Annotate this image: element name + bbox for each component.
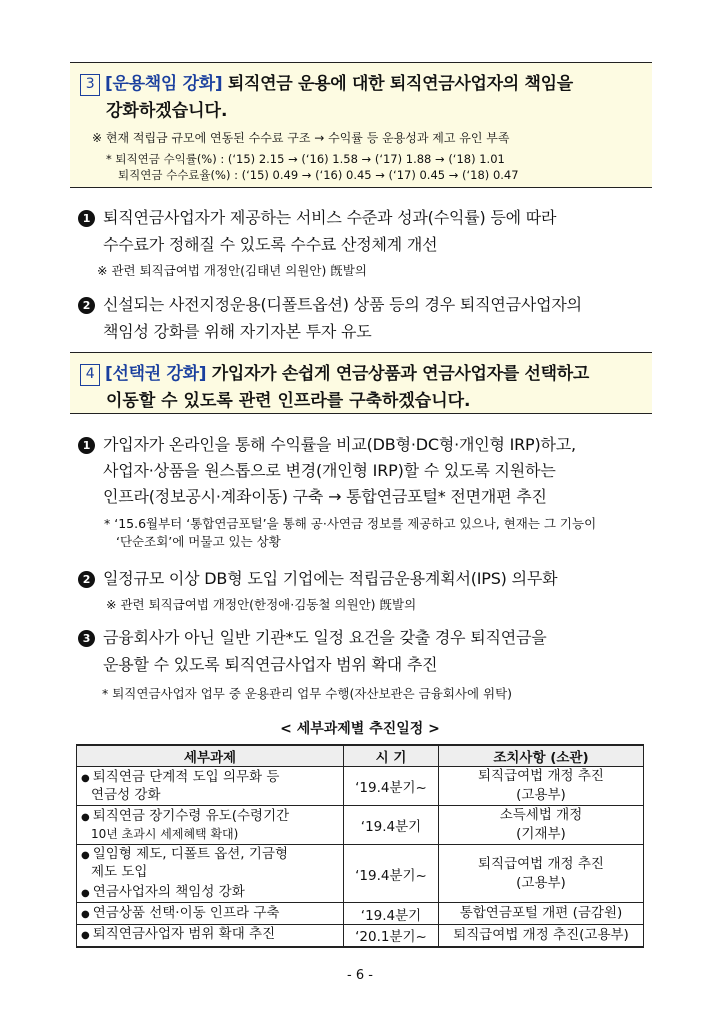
task-text: 연금상품 선택·이동 인프라 구축 [92, 904, 280, 921]
action-cell [439, 903, 644, 925]
item-marker: 1 [78, 210, 95, 227]
action-cell [439, 925, 644, 947]
task-text: 퇴직연금 단계적 도입 의무화 등 [92, 768, 280, 785]
action-text: 퇴직급여법 개정 추진(고용부) [453, 926, 629, 943]
table-row [77, 845, 644, 903]
table-row [77, 903, 644, 925]
task-cell: ● 연금상품 선택·이동 인프라 구축 [77, 903, 344, 925]
table-row [77, 767, 644, 806]
action-cell [439, 845, 644, 903]
task-cell: ● 일임형 제도, 디폴트 옵션, 기금형 제도 도입 ● 연금사업자의 책임성 강화 [77, 845, 344, 903]
section-3-note: ※ 현재 적립금 규모에 연동된 수수료 구조 → 수익률 등 운용성과 제고 유인 부족 [92, 131, 510, 145]
item-text-line1: 신설되는 사전지정운용(디폴트옵션) 상품 등의 경우 퇴직연금사업자의 [103, 295, 582, 314]
item-marker: 1 [78, 437, 95, 454]
action-owner: (기재부) [516, 826, 566, 842]
task-text: 퇴직연금사업자 범위 확대 추진 [92, 926, 276, 943]
section-4-item-1 [78, 432, 576, 455]
action-text: 통합연금포털 개편 (금감원) [459, 905, 623, 921]
schedule-cell: ‘20.1분기~ [344, 925, 439, 947]
item-text-line2: 사업자·상품을 원스톱으로 변경(개인형 IRP)할 수 있도록 지원하는 [103, 461, 556, 480]
item-text-line3: 인프라(정보공시·계좌이동) 구축 → 통합연금포털* 전면개편 추진 [103, 487, 547, 506]
section-4-tag: [선택권 강화] [105, 364, 207, 384]
item-reference-note: * 퇴직연금사업자 업무 중 운용관리 업무 수행(자산보관은 금융회사에 위탁) [102, 686, 513, 701]
item-marker: 2 [78, 571, 95, 588]
item-text-line2: 수수료가 정해질 수 있도록 수수료 산정체계 개선 [103, 235, 438, 254]
task-cell: ● 퇴직연금 단계적 도입 의무화 등 연금성 강화 [77, 767, 344, 806]
section-3-item-2 [78, 292, 582, 315]
header-action: 조치사항 (소관) [439, 745, 644, 767]
item-text-line1: 금융회사가 아닌 일반 기관*도 일정 요건을 갖출 경우 퇴직연금을 [103, 628, 547, 647]
task-text: 연금사업자의 책임성 강화 [92, 883, 245, 900]
schedule-cell: ‘19.4분기 [344, 903, 439, 925]
task-text-cont: 제도 도입 [91, 863, 148, 880]
section-3-stat-yield: * 퇴직연금 수익률(%) : (‘15) 2.15 → (‘16) 1.58 → (‘17) 1.88 → (‘18) 1.01 [106, 152, 505, 166]
item-text-line1: 퇴직연금사업자가 제공하는 서비스 수준과 성과(수익률) 등에 따라 [103, 208, 557, 227]
task-text: 퇴직연금 장기수령 유도(수령기간 [92, 807, 290, 824]
task-cell: ● 퇴직연금 장기수령 유도(수령기간 10년 초과시 세제혜택 확대) [77, 806, 344, 845]
section-4-title-line2: 이동할 수 있도록 관련 인프라를 구축하겠습니다. [106, 391, 471, 411]
section-4-number: 4 [80, 364, 100, 386]
page-number: - 6 - [347, 968, 373, 983]
table-header-row [77, 745, 644, 767]
header-task: 세부과제 [77, 745, 344, 767]
item-text-line1: 일정규모 이상 DB형 도입 기업에는 적립금운용계획서(IPS) 의무화 [103, 569, 558, 588]
action-text: 소득세법 개정 [499, 807, 583, 823]
schedule-cell: ‘19.4분기 [344, 806, 439, 845]
item-reference-note-cont: ‘단순조회’에 머물고 있는 상황 [116, 534, 281, 549]
item-text-line1: 가입자가 온라인을 통해 수익률을 비교(DB형·DC형·개인형 IRP)하고, [103, 435, 576, 454]
action-cell [439, 806, 644, 845]
section-3-title-line2: 강화하겠습니다. [106, 101, 228, 121]
section-3-title-line1: 퇴직연금 운용에 대한 퇴직연금사업자의 책임을 [227, 74, 573, 94]
header-schedule: 시 기 [344, 745, 439, 767]
section-4-item-2 [78, 566, 557, 589]
item-marker: 2 [78, 297, 95, 314]
task-text-cont: 10년 초과시 세제혜택 확대) [91, 826, 239, 841]
item-text-line2: 운용할 수 있도록 퇴직연금사업자 범위 확대 추진 [103, 655, 438, 674]
action-owner: (고용부) [516, 787, 566, 803]
section-3-stat-fee: 퇴직연금 수수료율(%) : (‘15) 0.49 → (‘16) 0.45 → (‘17) 0.45 → (‘18) 0.47 [118, 168, 519, 182]
task-text-cont: 연금성 강화 [91, 786, 161, 803]
section-4-item-3 [78, 625, 547, 648]
section-4-box [70, 352, 652, 414]
schedule-cell: ‘19.4분기~ [344, 767, 439, 806]
section-4-title-line1: 가입자가 손쉽게 연금상품과 연금사업자를 선택하고 [211, 364, 589, 384]
action-text: 퇴직급여법 개정 추진 [478, 855, 604, 872]
section-3-number: 3 [80, 74, 100, 96]
task-text: 일임형 제도, 디폴트 옵션, 기금형 [92, 845, 289, 862]
table-row [77, 925, 644, 947]
action-cell [439, 767, 644, 806]
item-text-line2: 책임성 강화를 위해 자기자본 투자 유도 [103, 322, 372, 341]
action-text: 퇴직급여법 개정 추진 [478, 768, 604, 784]
task-cell: ● 퇴직연금사업자 범위 확대 추진 [77, 925, 344, 947]
item-reference-note: ※ 관련 퇴직급여법 개정안(한정애·김동철 의원안) 旣발의 [106, 597, 417, 612]
table-row [77, 806, 644, 845]
schedule-cell: ‘19.4분기~ [344, 845, 439, 903]
section-3-tag: [운용책임 강화] [105, 74, 223, 94]
action-owner: (고용부) [516, 874, 566, 891]
section-3-item-1 [78, 205, 556, 228]
section-4-title [80, 359, 589, 386]
item-reference-note: * ‘15.6월부터 ‘통합연금포털’을 통해 공·사연금 정보를 제공하고 있으나, 현재는 그 기능이 [104, 516, 597, 531]
section-3-box [70, 62, 652, 188]
table-title: < 세부과제별 추진일정 > [280, 721, 440, 737]
item-marker: 3 [78, 630, 95, 647]
schedule-table [76, 744, 644, 948]
item-reference-note: ※ 관련 퇴직급여법 개정안(김태년 의원안) 旣발의 [97, 263, 367, 278]
section-3-title [80, 69, 573, 96]
